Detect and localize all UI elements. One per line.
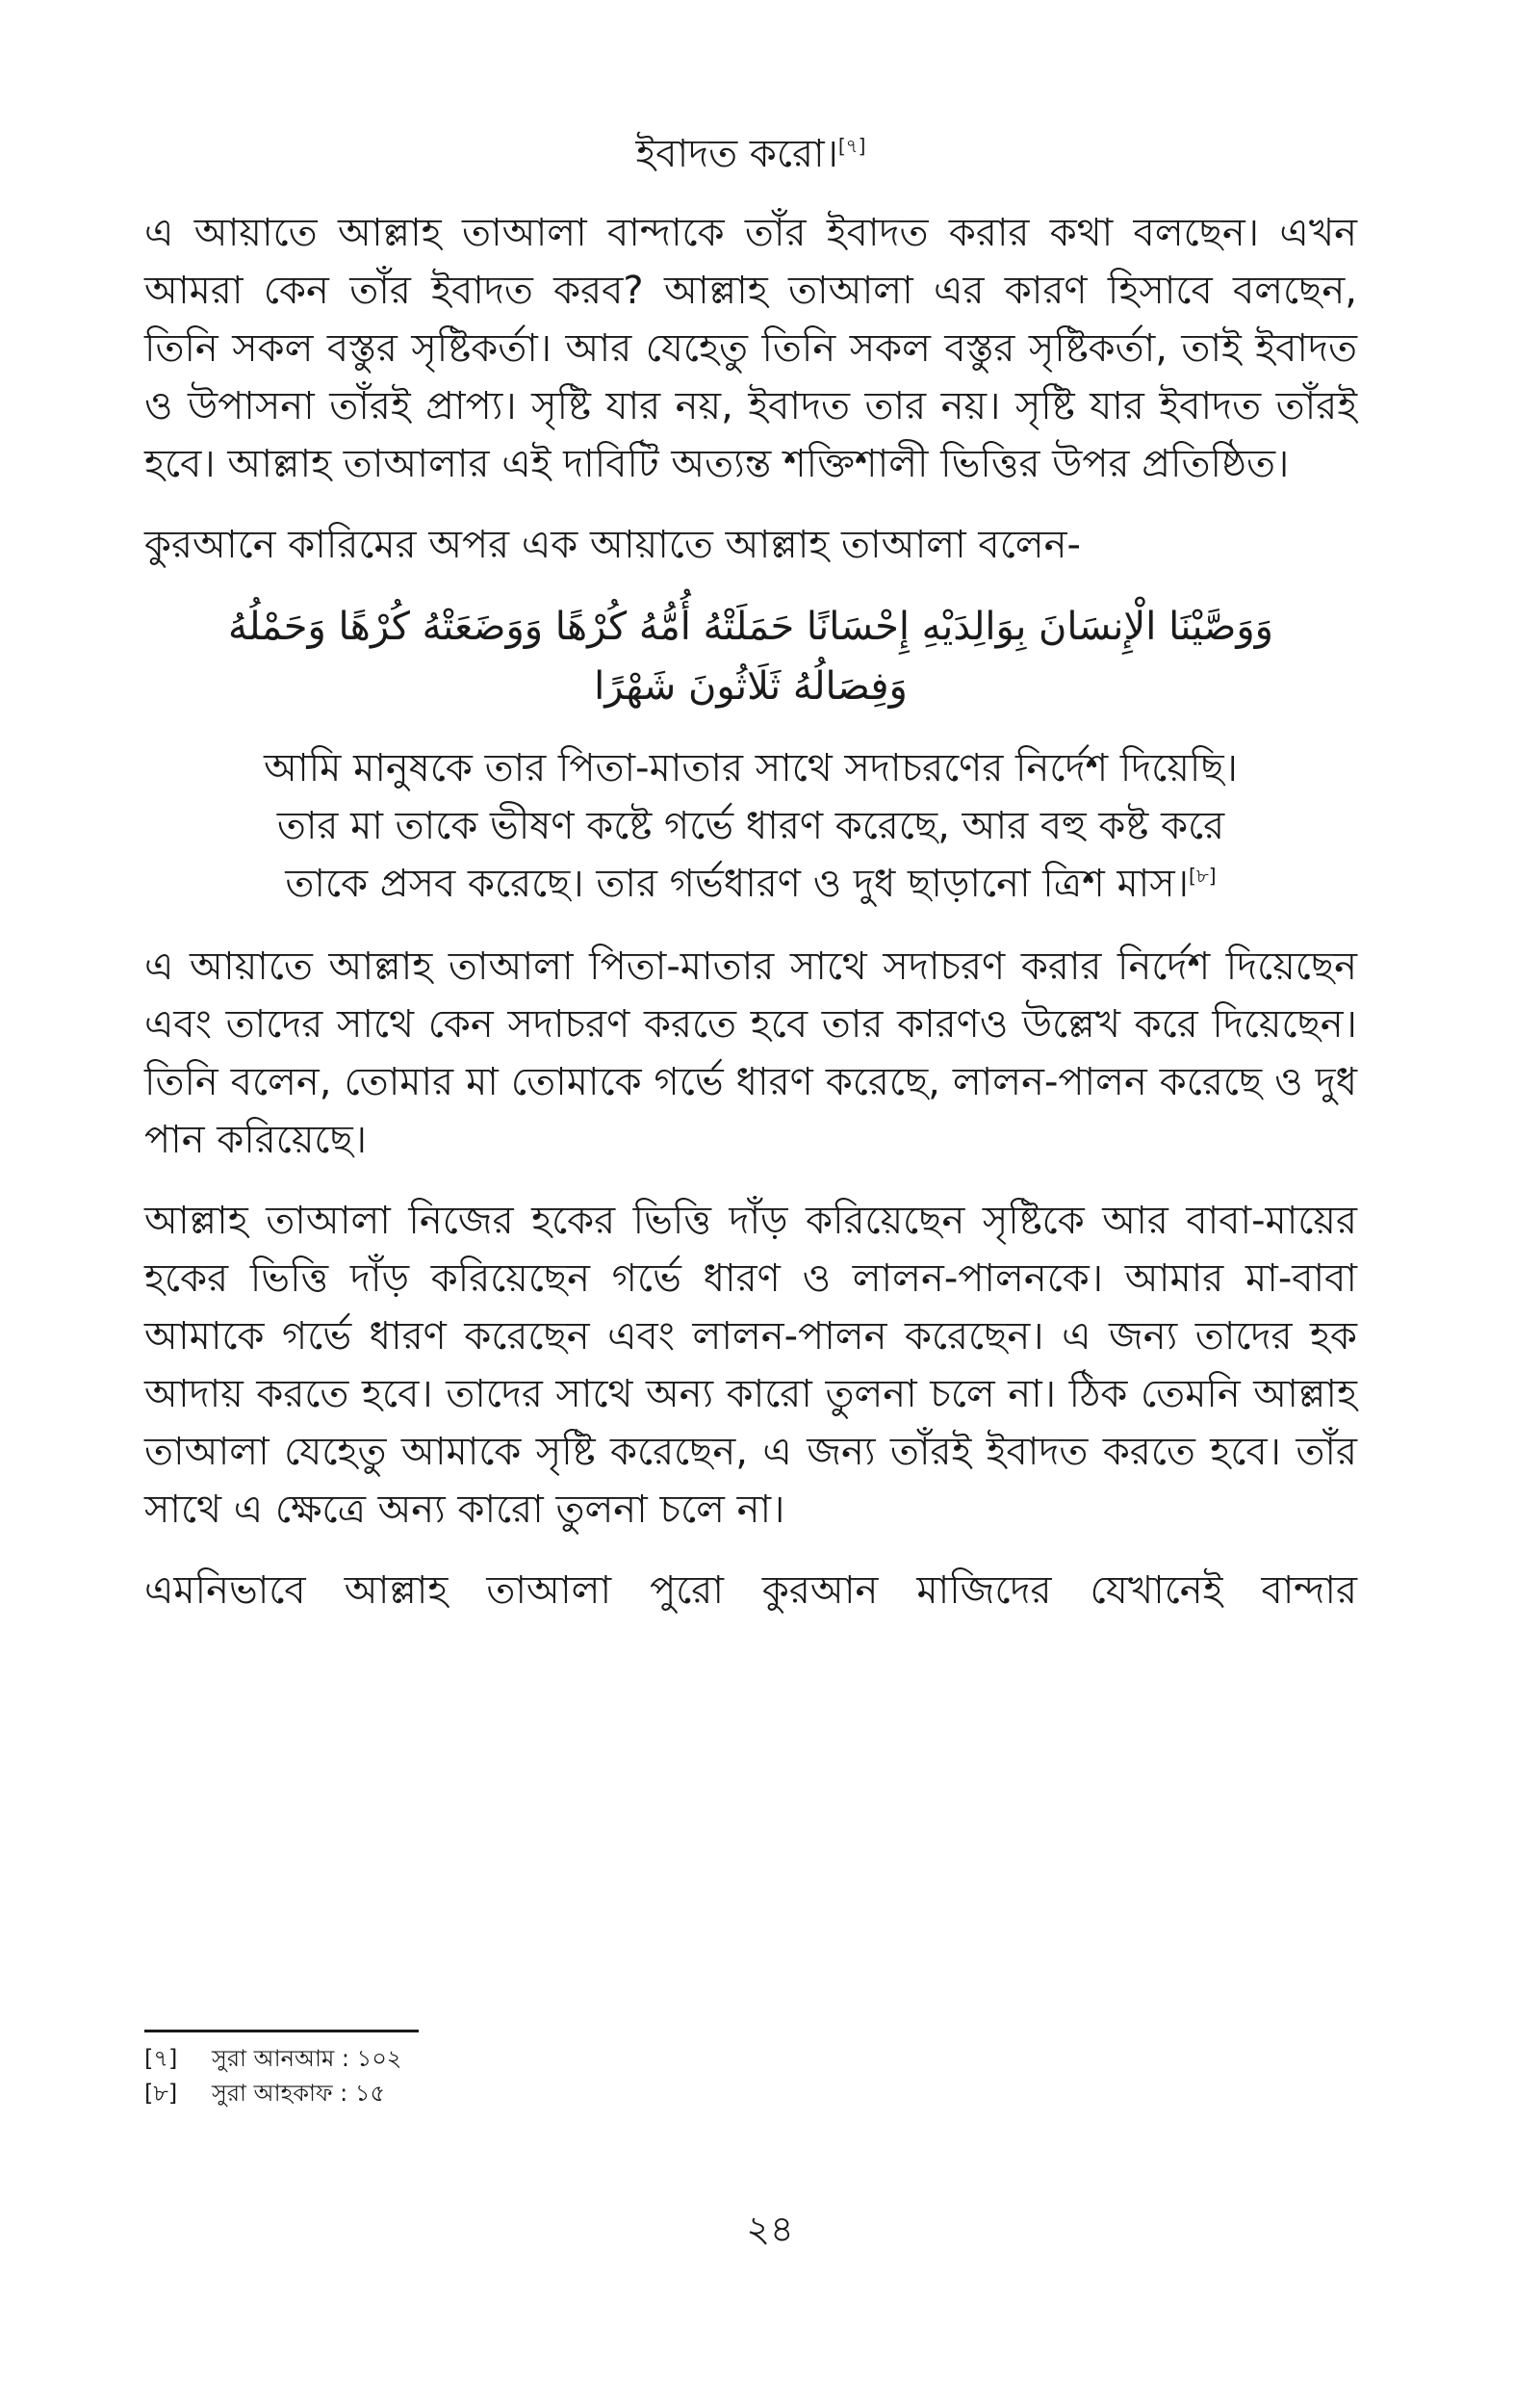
paragraph-5: এমনিভাবে আল্লাহ তাআলা পুরো কুরআন মাজিদের যেখানেই বান্দার	[144, 1568, 1357, 1613]
arabic-verse: وَوَصَّيْنَا الْإِنسَانَ بِوَالِدَيْهِ إِحْسَانًا حَمَلَتْهُ أُمُّهُ كُرْهًا وَوَضَعَتْهُ كُرْهًا وَحَمْلُهُ وَفِصَالُهُ ثَلَاثُونَ شَهْرًا	[227, 605, 1273, 709]
footnote-mark: [৮]	[144, 2080, 178, 2107]
footnote-mark: [৭]	[144, 2045, 178, 2072]
paragraph-4: আল্লাহ তাআলা নিজের হকের ভিত্তি দাঁড় করিয়েছেন সৃষ্টিকে আর বাবা-মায়ের হকের ভিত্তি দাঁড় করিয়েছেন গর্ভে ধারণ ও লালন-পালনকে। আমার মা-বাবা আমাকে গর্ভে ধারণ করেছেন এবং লালন-পালন করেছেন। এ জন্য তাদের হক আদায় করতে হবে। তাদের সাথে অন্য কারো তুলনা চলে না। ঠিক তেমনি আল্লাহ তাআলা যেহেতু আমাকে সৃষ্টি করেছেন, এ জন্য তাঁরই ইবাদত করতে হবে। তাঁর সাথে এ ক্ষেত্রে অন্য কারো তুলনা চলে না।	[144, 1199, 1357, 1532]
paragraph-2: কুরআনে কারিমের অপর এক আয়াতে আল্লাহ তাআলা বলেন-	[144, 523, 1081, 567]
footnotes	[144, 2041, 401, 2110]
page-body	[144, 125, 1357, 1643]
paragraph-3: এ আয়াতে আল্লাহ তাআলা পিতা-মাতার সাথে সদাচরণ করার নির্দেশ দিয়েছেন এবং তাদের সাথে কেন সদাচরণ করতে হবে তার কারণও উল্লেখ করে দিয়েছেন। তিনি বলেন, তোমার মা তোমাকে গর্ভে ধারণ করেছে, লালন-পালন করেছে ও দুধ পান করিয়েছে।	[144, 945, 1357, 1162]
translation-text: আমি মানুষকে তার পিতা-মাতার সাথে সদাচরণের নির্দেশ দিয়েছি। তার মা তাকে ভীষণ কষ্টে গর্ভে ধারণ করেছে, আর বহু কষ্ট করে তাকে প্রসব করেছে। তার গর্ভধারণ ও দুধ ছাড়ানো ত্রিশ মাস।	[264, 746, 1238, 906]
intro-text: ইবাদত করো।	[635, 132, 838, 176]
footnote-ref-8[interactable]: [৮]	[1189, 864, 1217, 888]
paragraph-1: এ আয়াতে আল্লাহ তাআলা বান্দাকে তাঁর ইবাদত করার কথা বলছেন। এখন আমরা কেন তাঁর ইবাদত করব? আল্লাহ তাআলা এর কারণ হিসাবে বলছেন, তিনি সকল বস্তুর সৃষ্টিকর্তা। আর যেহেতু তিনি সকল বস্তুর সৃষ্টিকর্তা, তাই ইবাদত ও উপাসনা তাঁরই প্রাপ্য। সৃষ্টি যার নয়, ইবাদত তার নয়। সৃষ্টি যার ইবাদত তাঁরই হবে। আল্লাহ তাআলার এই দাবিটি অত্যন্ত শক্তিশালী ভিত্তির উপর প্রতিষ্ঠিত।	[144, 211, 1357, 486]
page-number: ২৪	[746, 2208, 794, 2250]
footnote-text: সুরা আহকাফ : ১৫	[212, 2080, 386, 2107]
intro-line	[144, 125, 1357, 183]
footnote-divider	[144, 2030, 419, 2032]
footnote-ref-7[interactable]: [৭]	[837, 134, 866, 158]
footnote-item	[144, 2076, 401, 2110]
verse-translation	[231, 739, 1270, 913]
footnote-text: সুরা আনআম : ১০২	[212, 2045, 402, 2072]
footnote-item	[144, 2041, 401, 2076]
